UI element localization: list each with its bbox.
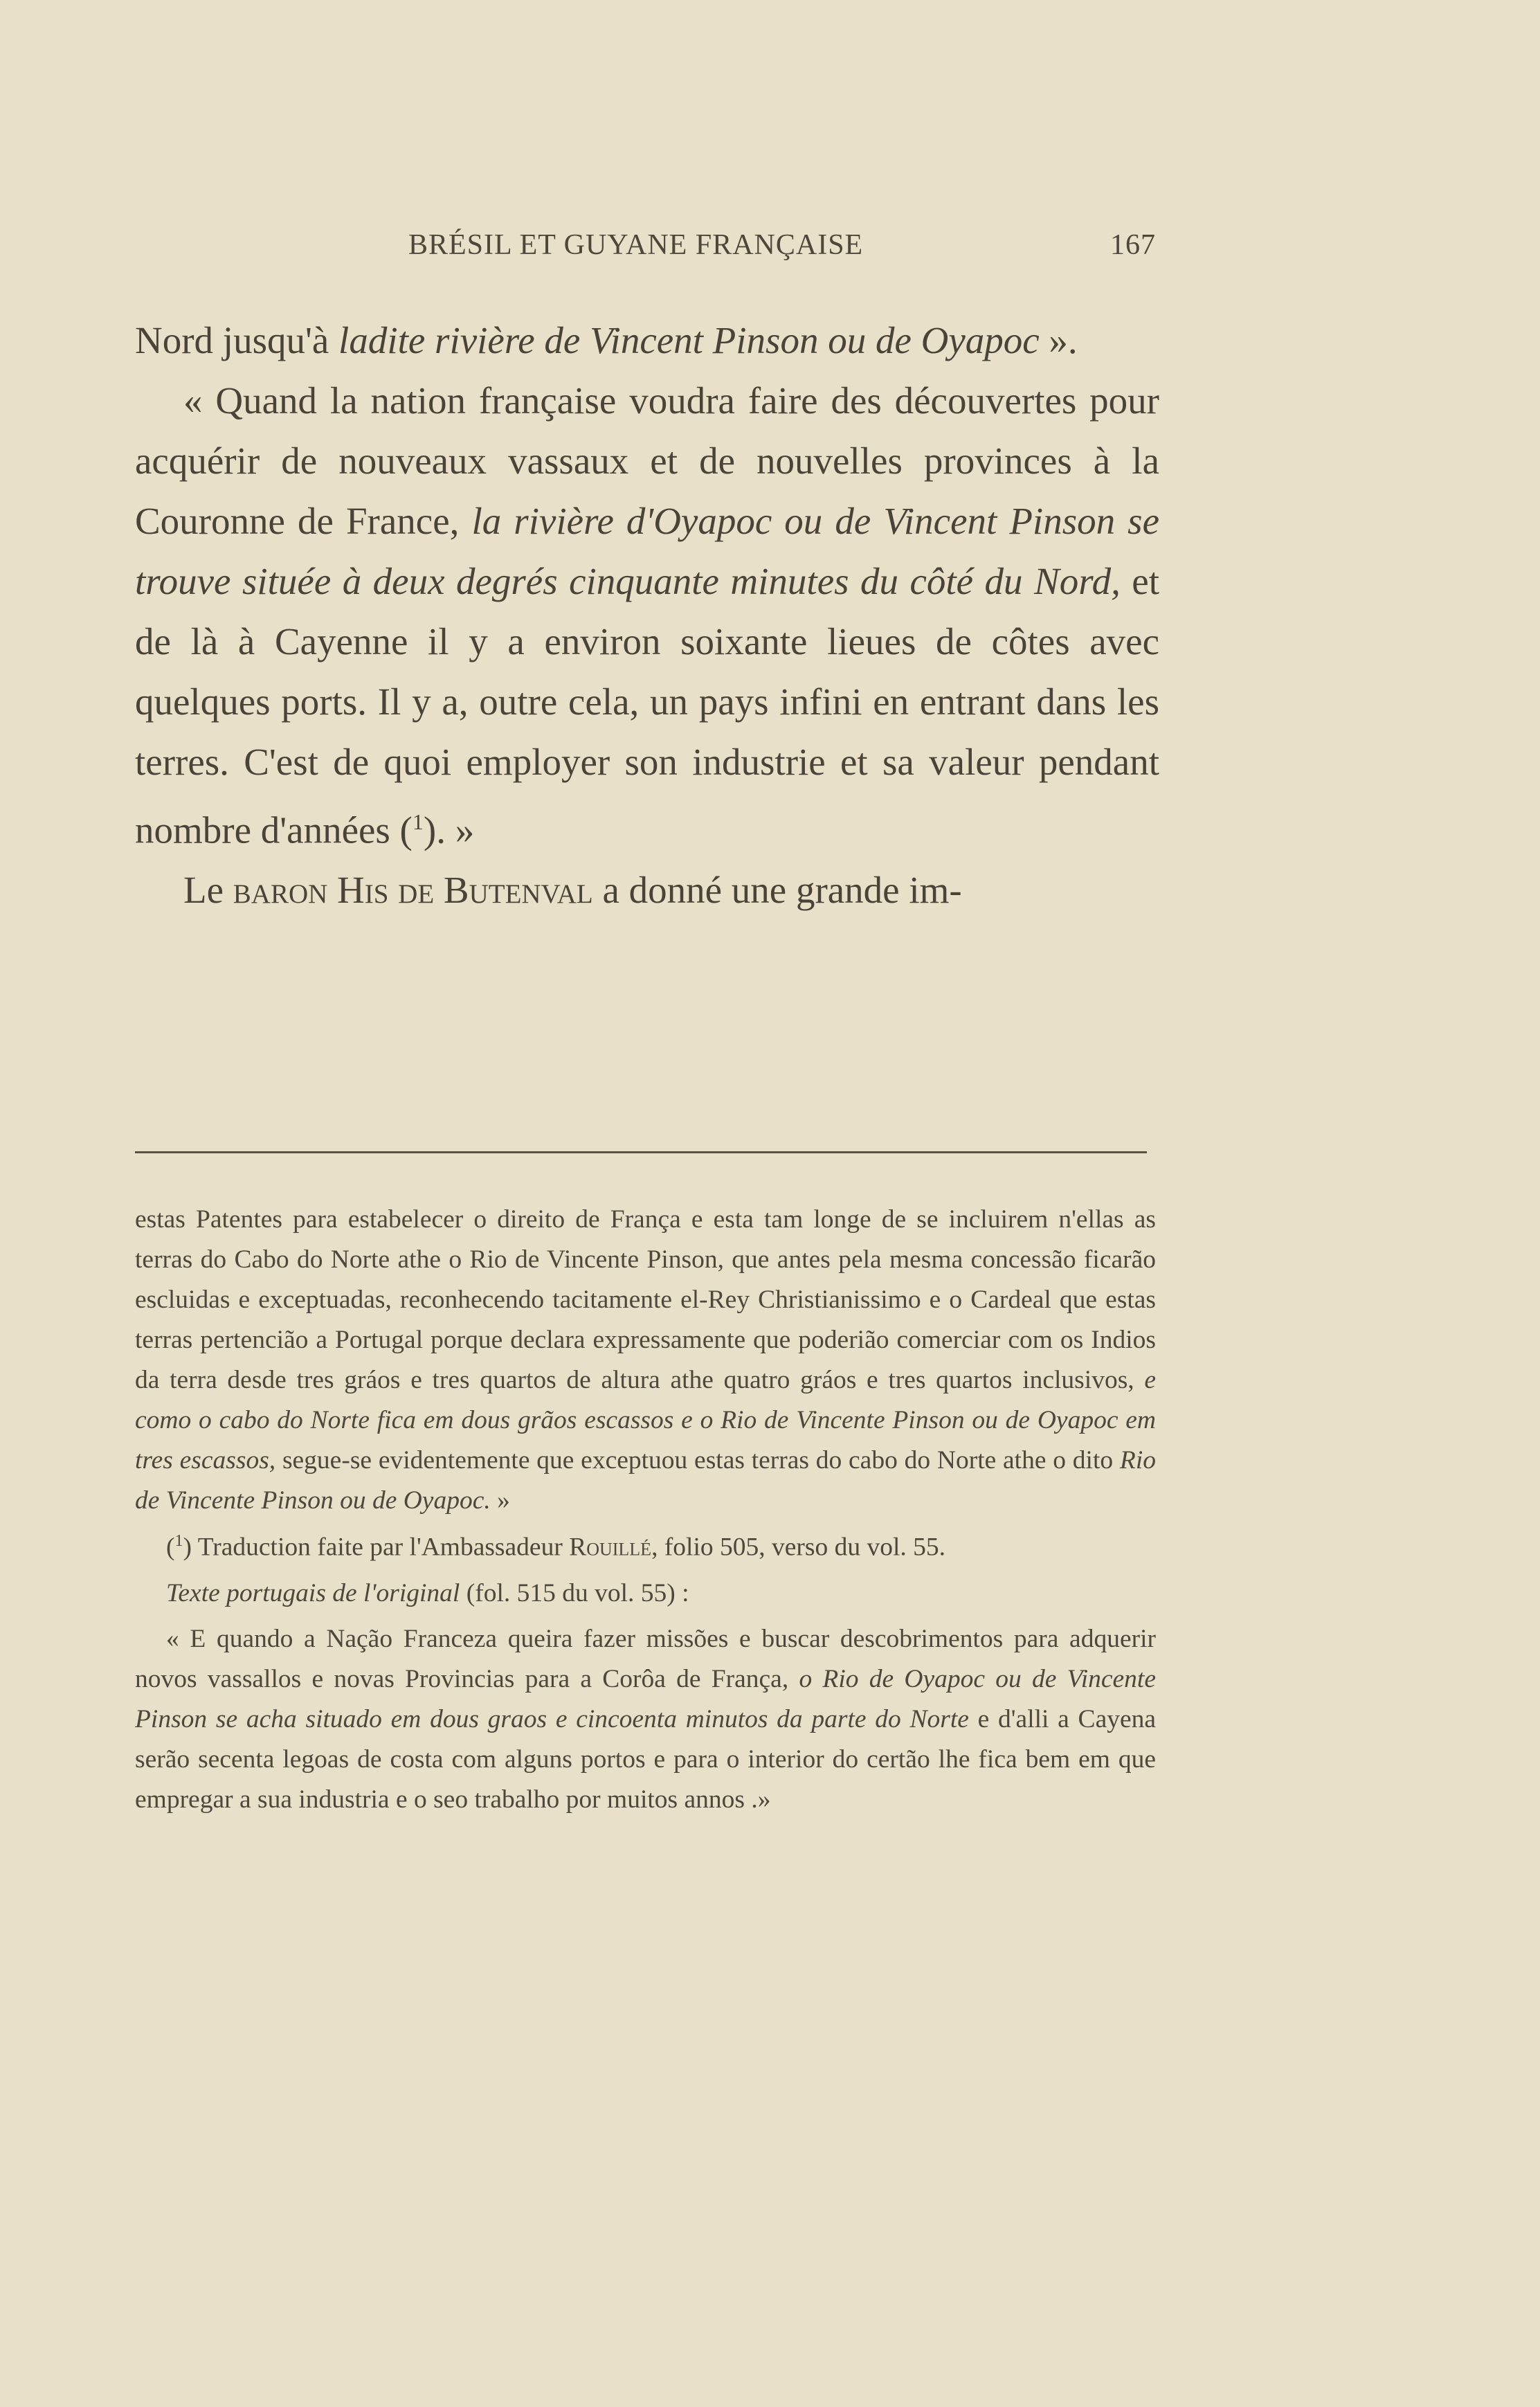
text-run: estas Patentes para estabelecer o direito de França e esta tam longe de se incluirem n'ellas as terras do Cabo do Norte athe o Rio de Vincente Pinson, que antes pela mesma concessão ficarão escluidas e exceptuadas, reconhecendo tacitamente el-Rey Christianissimo e o Cardeal que estas terras pertencião a Portugal porque declara expressamente que poderião comerciar com os Indios da terra desde tres gráos e tres quartos de altura athe quatro gráos e tres quartos inclusivos, [135, 1205, 1156, 1394]
italic-run: Rio de Vincente Pinson ou de Oyapoc. [135, 1446, 1156, 1515]
footnote-continuation [135, 1200, 1156, 1521]
running-header [408, 228, 1156, 270]
small-caps-name: baron His de Butenval [233, 869, 593, 912]
running-title: BRÉSIL ET GUYANE FRANÇAISE [408, 229, 864, 261]
text-run: » [490, 1486, 510, 1515]
text-run: e d'alli a Cayena serão secenta legoas de costa com alguns portos e para o interior do certão lhe fica bem em que empregar a sua industria e o seo trabalho por muitos annos .» [135, 1704, 1157, 1814]
text-run: ). » [423, 809, 475, 851]
footnote-1: ($^1$) Traduction faite par l'Ambassadeur Rouillé, folio 505, verso du vol. 55. [166, 1532, 946, 1562]
text-run: Nord jusqu'à [135, 319, 339, 361]
text-run: « Quand la nation française voudra faire des découvertes pour acquérir de nouveaux vassaux et de nouvelles provinces à la Couronne de France, [135, 379, 1159, 542]
paragraph-baron [135, 860, 1159, 920]
text-run: , folio 505, verso du vol. 55. [651, 1533, 946, 1562]
paragraph-continuation [135, 310, 1159, 370]
footnote-source [135, 1574, 1156, 1614]
text-run: Le [183, 869, 233, 912]
footnote-ref: 1 [412, 809, 424, 834]
footnote-rule [135, 1151, 1147, 1153]
main-text [135, 310, 1159, 920]
page-number: 167 [1110, 229, 1156, 261]
footnote-marker: 1 [174, 1532, 183, 1550]
text-run: ». [1039, 319, 1078, 361]
text-run: « E quando a Nação Franceza queira fazer missões e buscar descobrimentos para adquerir novos vassallos e novas Provincias para a Corôa de França, [135, 1624, 1156, 1693]
italic-run: la rivière d'Oyapoc ou de Vincent Pinson se trouve située à deux degrés cinquante minutes du côté du Nord, [135, 500, 1159, 602]
footnote-portuguese-text [135, 1619, 1156, 1820]
text-run: a donné une grande im- [592, 869, 962, 912]
italic-run: Texte portugais de l'original [166, 1578, 460, 1607]
text-run: (fol. 515 du vol. 55) : [460, 1578, 689, 1607]
italic-run: ladite rivière de Vincent Pinson ou de Oyapoc [338, 319, 1040, 361]
text-run: segue-se evidentemente que exceptuou estas terras do cabo do Norte athe o dito [275, 1446, 1120, 1475]
footnotes [135, 1200, 1156, 1820]
text-run: et de là à Cayenne il y a environ soixante lieues de côtes avec quelques ports. Il y a, outre cela, un pays infini en entrant dans les terres. C'est de quoi employer son industrie et sa valeur pendant nombre d'années ( [135, 560, 1159, 851]
small-caps-name: Rouillé [569, 1533, 652, 1562]
italic-run: e como o cabo do Norte fica em dous grãos escassos e o Rio de Vincente Pinson ou de Oyapoc em tres escassos, [135, 1366, 1156, 1475]
italic-run: o Rio de Oyapoc ou de Vincente Pinson se acha situado em dous graos e cincoenta minutos da parte do Norte [135, 1664, 1156, 1733]
paragraph-quote [135, 370, 1159, 860]
text-run: Traduction faite par l'Ambassadeur [192, 1533, 570, 1562]
